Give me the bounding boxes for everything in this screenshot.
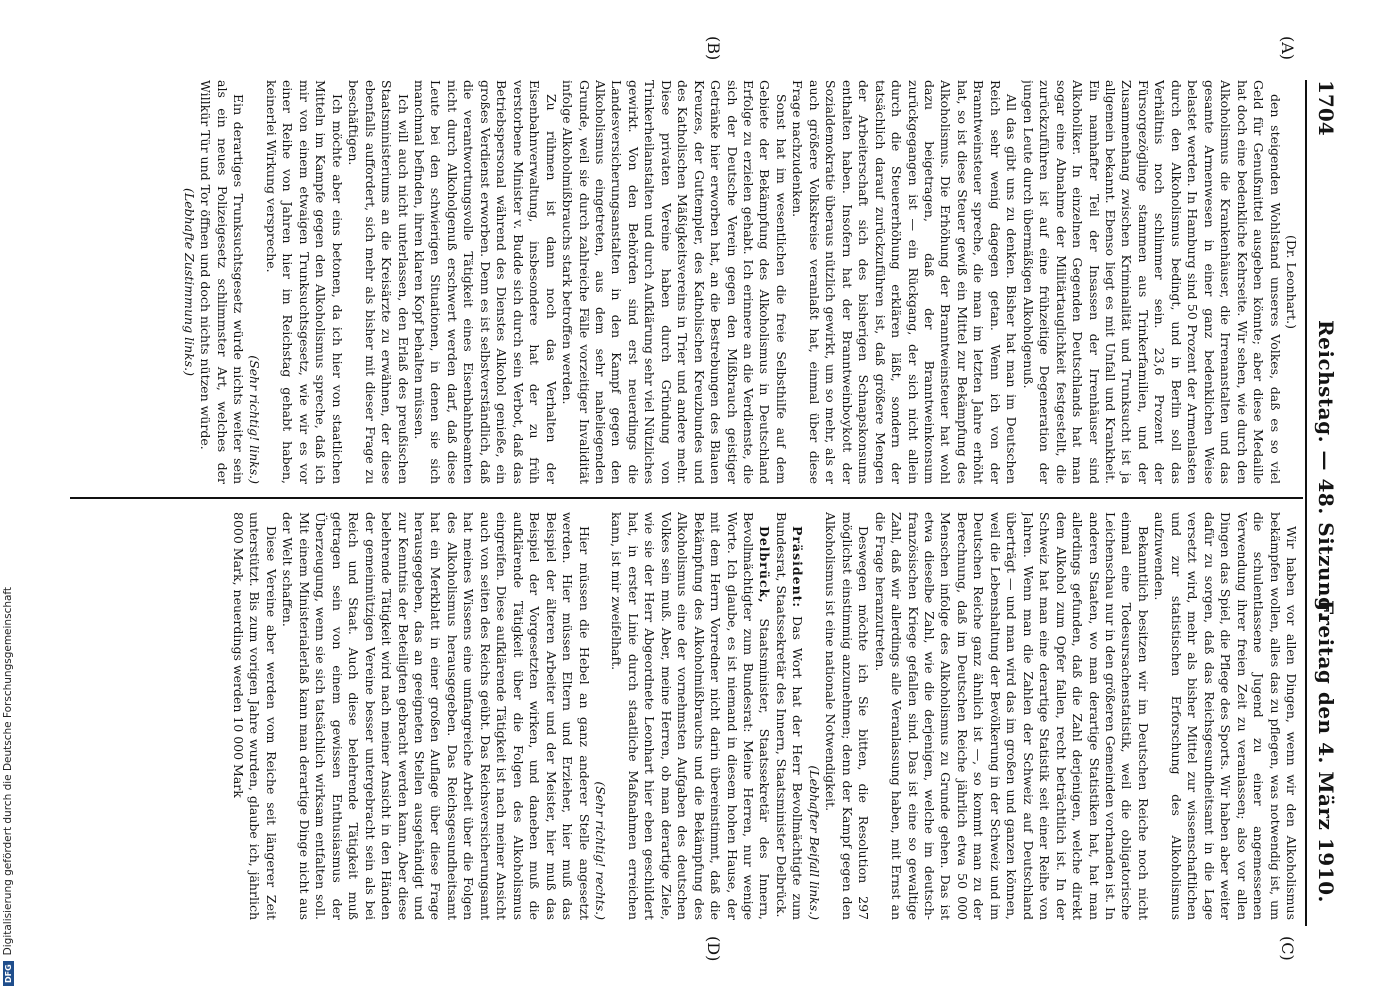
paragraph <box>559 80 789 484</box>
dfg-logo: DFG <box>3 961 14 986</box>
header-rule <box>1305 80 1307 926</box>
paragraph <box>871 512 1151 920</box>
paragraph-text: Ein derartiges Trunksuchtsgesetz würde nichts weiter sein als ein neues Polizeigesetz schlimmster Art, welches der Willkür Tür und Tor öffnen und doch nichts nützen würde. <box>198 80 246 484</box>
speaker-name: Präsident: <box>790 526 806 609</box>
right-text-column <box>68 512 1299 920</box>
paragraph-text: Sonst hat im wesentlichen die freie Selbsthilfe auf dem Gebiete der Bekämpfung des Alkoholismus in Deutschland Erfolge zu erzielen gehabt. Ich erinnere an die Verdienste, die sich der Deutsche Verein gegen den Mißbrauch geistiger Getränke hier erworben hat, an die Bestrebungen des Blauen Kreuzes, der Guttempler, des Katholischen Kreuzbundes und des Katholischen Mäßigkeitsvereins in Trier und andere mehr. Diese privaten Vereine haben durch Gründung von Trinkerheilanstalten und durch Aufklärung sehr viel Nützliches gewirkt. Von den Behörden sind erst neuerdings die Landesversicherungsanstalten in den Kampf gegen den Alkoholismus eingetreten, aus dem sehr naheliegenden Grunde, weil sie durch zahlreiche Fälle vorzeitiger Invalidität infolge Alkoholmißbrauchs stark betroffen werden. <box>560 80 789 484</box>
paragraph <box>230 512 279 920</box>
margin-mark-d: (D) <box>704 936 723 962</box>
margin-mark-a: (A) <box>1278 36 1297 61</box>
paragraph <box>789 80 1019 484</box>
paragraph <box>279 512 592 920</box>
paragraph <box>197 80 246 484</box>
paragraph <box>608 512 773 920</box>
paragraph-text: Deswegen möchte ich Sie bitten, die Resolution 297 möglichst einstimmig anzunehmen; denn der Kampf gegen den Alkoholismus ist eine nationale Notwendigkeit. <box>823 512 872 920</box>
page-header <box>1309 80 1343 926</box>
paragraph-text: Hier müssen die Hebel an ganz anderer Stelle angesetzt werden. Hier müssen Eltern und Erzieher, hier muß das Beispiel der älteren Arbeiter und der Meister, hier muß das Beispiel der Vorgesetzten wirken, und daneben muß die aufklärende Tätigkeit über die Folgen des Alkoholismus eingreifen. Diese aufklärende Tätigkeit ist nach meiner Ansicht auch von seiten des Reichs geübt. Das Reichsversicherungsamt hat meines Wissens eine umfangreiche Arbeit über die Folgen des Alkoholismus herausgegeben. Das Reichsgesundheitsamt hat ein Merkblatt in einer großen Auflage über diese Frage herausgegeben, das an geeigneten Stellen ausgehändigt und zur Kenntnis der Beteiligten gebracht werden kann. Aber diese belehrende Tätigkeit wird nach meiner Ansicht in den Händen der gemeinnützigen Vereine besser untergebracht sein als bei Reich und Staat. Auch diese belehrende Tätigkeit muß getragen sein von einem gewissen Enthusiasmus der Überzeugung, wenn sie sich tatsächlich wirksam entfalten soll. Mit einem Ministerialerlaß kann man derartige Dinge nicht aus der Welt schaffen. <box>280 512 592 920</box>
paragraph <box>246 80 262 484</box>
footer-band <box>0 0 16 1000</box>
paragraph <box>1151 512 1299 920</box>
paragraph-text: Diese Vereine aber werden vom Reiche seit längerer Zeit unterstützt. Bis zum vorigen Jahre wurden, glaube ich, jährlich 8000 Mark, neuerdings werden 10 000 Mark <box>231 512 279 920</box>
paragraph-text: Wir haben vor allen Dingen, wenn wir den Alkoholismus bekämpfen wollen, alles das zu pflegen, was notwendig ist, um die schulentlassene Jugend zu einer angemessenen Verwendung ihrer freien Zeit zu veranlassen; also vor allen Dingen das Spiel, die Pflege des Sports. Wir haben aber weiter dafür zu sorgen, daß das Reichsgesundheitsamt in die Lage versetzt wird, mehr als bisher Mittel zur wissenschaftlichen und zur statistischen Erforschung des Alkoholismus aufzuwenden. <box>1152 512 1299 920</box>
paragraph-text: den steigenden Wohlstand unseres Volkes, daß es so viel Geld für Genußmittel ausgeben könnte; aber diese Medaille hat doch eine bedenkliche Kehrseite. Wir sehen, wie durch den Alkoholismus die Krankenhäuser, die Irrenanstalten und das gesamte Armenwesen in einer ganz bedenklichen Weise belastet werden. In Hamburg sind 50 Prozent der Armenlasten durch den Alkoholismus bedingt, und in Berlin soll das Verhältnis noch schlimmer sein. 23,6 Prozent der Fürsorgezöglinge stammen aus Trinkerfamilien, und der Zusammenhang zwischen Kriminalität und Trunksucht ist ja allgemein bekannt. Ebenso liegt es mit Unfall und Krankheit. Ein namhafter Teil der Insassen der Irrenhäuser sind Alkoholiker. In einzelnen Gegenden Deutschlands hat man sogar eine Abnahme der Militärtauglichkeit festgestellt, die zurückzuführen ist auf eine frühzeitige Degeneration der jungen Leute durch übermäßigen Alkoholgenuß. <box>1020 80 1283 484</box>
paragraph <box>1019 80 1282 484</box>
paragraph-text: Staatsminister, Staatssekretär des Innern, Bevollmächtigter zum Bundesrat: Meine Herren, nur wenige Worte. Ich glaube, es ist niemand in diesem hohen Hause, der mit dem Herrn Vorredner nicht darin übereinstimmt, daß die Bekämpfung des Alkoholmißbrauchs und die Bekämpfung des Alkoholismus eine der vornehmsten Aufgaben des deutschen Volkes sein muß. Aber, meine Herren, ob man derartige Ziele, wie sie der Herr Abgeordnete Leonhart hier eben geschildert hat, in erster Linie durch staatliche Maßnahmen erreichen kann, ist mir zweifelhaft. <box>609 512 773 920</box>
paragraph <box>822 512 871 920</box>
paragraph-text: (Sehr richtig! links.) <box>247 355 263 484</box>
margin-mark-b: (B) <box>704 36 723 61</box>
paragraph <box>180 80 196 484</box>
left-text-column <box>68 80 1299 484</box>
paragraph-text: (Sehr richtig! rechts.) <box>592 781 608 920</box>
paragraph-text: (Lebhafter Beifall links.) <box>806 765 822 920</box>
paragraph <box>1283 80 1299 484</box>
paragraph <box>411 80 559 484</box>
column-divider <box>70 497 1303 499</box>
page-number: 1704 <box>1314 80 1338 136</box>
paragraph-text: All das gibt uns zu denken. Bisher hat man im Deutschen Reich sehr wenig dagegen getan. Wenn ich von der Branntweinsteuer spreche, die man im letzten Jahre erhöht hat, so ist diese Steuer gewiß ein Mittel zur Bekämpfung des Alkoholismus. Die Erhöhung der Branntweinsteuer hat wohl dazu beigetragen, daß der Branntweinkonsum zurückgegangen ist — ein Rückgang, der sich nicht allein durch die Steuererhöhung erklären läßt, sondern der tatsächlich darauf zurückzuführen ist, daß größere Mengen der Arbeiterschaft sich des bisherigen Schnapskonsums enthalten haben. Insofern hat der Branntweinboykott der Sozialdemokratie überaus nützlich gewirkt, um so mehr, als er auch größere Volkskreise veranlaßt hat, einmal über diese Frage nachzudenken. <box>790 80 1020 484</box>
margin-mark-c: (C) <box>1278 936 1297 961</box>
session-title: Reichstag. — 48. Sitzung. <box>1314 320 1338 619</box>
paragraph-text: (Lebhafte Zustimmung links.) <box>181 188 197 376</box>
session-date: Freitag den 4. März 1910. <box>1314 600 1338 903</box>
paragraph-text: Bekanntlich besitzen wir im Deutschen Reiche noch nicht einmal eine Todesursachenstatistik, weil die obligatorische Leichenschau nur in den größeren Gemeinden vorhanden ist. In anderen Staaten, wo man derartige Statistiken hat, hat man allerdings gefunden, daß die Zahl derjenigen, welche direkt dem Alkohol zum Opfer fallen, recht beträchtlich ist. In der Schweiz hat man eine derartige Statistik seit einer Reihe von Jahren. Wenn man die Zahlen der Schweiz auf Deutschland überträgt — und man wird das im großen und ganzen können, weil die Lebenshaltung der Bevölkerung in der Schweiz und im Deutschen Reiche ganz ähnlich ist —, so kommt man zu der Berechnung, daß im Deutschen Reiche jährlich etwa 50 000 Menschen infolge des Alkoholismus zu Grunde gehen. Das ist etwa dieselbe Zahl, wie die derjenigen, welche im deutsch-französischen Kriege gefallen sind. Das ist eine so gewaltige Zahl, daß wir allerdings alle Veranlassung haben, mit Ernst an die Frage heranzutreten. <box>872 512 1151 920</box>
paragraph-text: Das Wort hat der Herr Bevollmächtigte zum Bundesrat, Staatssekretär des Innern, Staatsminister Delbrück. <box>773 512 806 920</box>
speaker-name: Delbrück, <box>757 526 773 604</box>
paragraph-text: Ich möchte aber eins betonen, da ich hier von staatlichen Mitteln im Kampfe gegen den Alkoholismus spreche, daß ich mir von einem etwaigen Trunksuchtsgesetz, wie wir es vor einer Reihe von Jahren hier im Reichstag gehabt haben, keinerlei Wirkung verspreche. <box>263 80 345 484</box>
paragraph-text: (Dr. Leonhart.) <box>1284 234 1299 330</box>
paragraph <box>262 80 344 484</box>
paragraph <box>773 512 806 920</box>
paragraph <box>345 80 411 484</box>
paragraph <box>805 512 821 920</box>
paragraph <box>592 512 608 920</box>
paragraph-text: Ich will auch nicht unterlassen, den Erlaß des preußischen Staatsministeriums an die Kreisärzte zu erwähnen, der diese ebenfalls auffordert, sich mehr als bisher mit dieser Frage zu beschäftigen. <box>346 80 411 484</box>
paragraph-text: Zu rühmen ist dann noch das Verhalten der Eisenbahnverwaltung, insbesondere hat der zu früh verstorbene Minister v. Budde sich durch sein Verbot, daß das Betriebspersonal während des Dienstes Alkohol genieße, ein großes Verdienst erworben. Denn es ist selbstverständlich, daß die verantwortungsvolle Tätigkeit eines Eisenbahnbeamten nicht durch Alkoholgenuß erschwert werden darf, daß diese Leute bei den schwierigen Situationen, in denen sie sich manchmal befinden, ihren klaren Kopf behalten müssen. <box>411 80 559 484</box>
footer-credit: Digitalisierung gefördert durch die Deutsche Forschungsgemeinschaft <box>2 586 14 956</box>
